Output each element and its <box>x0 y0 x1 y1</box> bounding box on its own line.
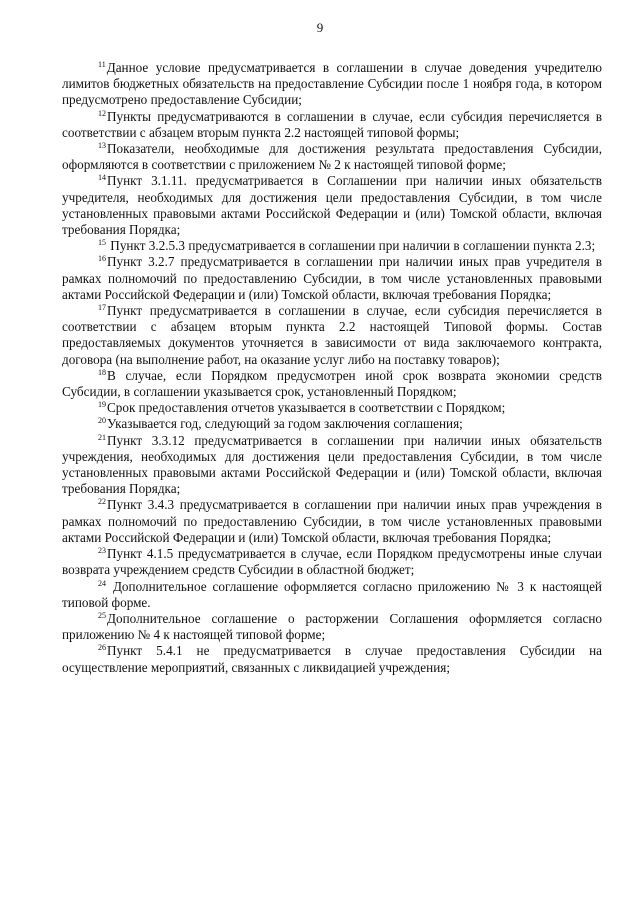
footnote-mark: 24 <box>98 578 106 588</box>
footnote-item <box>62 546 602 578</box>
footnote-mark: 13 <box>98 141 106 151</box>
footnote-mark: 12 <box>98 108 106 118</box>
footnote-mark: 19 <box>98 400 106 410</box>
footnote-item <box>62 433 602 498</box>
footnote-item <box>62 400 602 416</box>
footnote-item <box>62 109 602 141</box>
footnote-item <box>62 60 602 109</box>
footnote-item <box>62 579 602 611</box>
footnote-mark: 26 <box>98 643 106 653</box>
footnote-mark: 14 <box>98 173 106 183</box>
footnote-mark: 17 <box>98 303 106 313</box>
footnote-mark: 15 <box>98 238 106 248</box>
footnote-text: Пункты предусматриваются в соглашении в случае, если субсидия перечисляется в соответствии с абзацем вторым пункта 2.2 настоящей типовой формы; <box>62 108 602 140</box>
footnote-text: Пункт предусматривается в соглашении в случае, если субсидия перечисляется в соответствии с абзацем вторым пункта 2.2 настоящей Типовой формы. Состав предоставляемых документов уточняется в зависимости от вида заключаемого контракта, договора (на выполнение работ, на оказание услуг либо на поставку товаров); <box>62 303 602 367</box>
footnote-item <box>62 611 602 643</box>
footnote-item <box>62 368 602 400</box>
footnote-text: Дополнительное соглашение о расторжении Соглашения оформляется согласно приложению № 4 к настоящей типовой форме; <box>62 610 602 643</box>
footnote-text: Пункт 5.4.1 не предусматривается в случае предоставления Субсидии на осуществление мероприятий, связанных с ликвидацией учреждения; <box>62 643 602 675</box>
footnotes-list <box>62 60 602 676</box>
footnote-text: Пункт 4.1.5 предусматривается в случае, если Порядком предусмотрены иные случаи возврата учреждением средств Субсидии в областной бюджет; <box>62 546 602 578</box>
footnote-mark: 11 <box>98 60 106 69</box>
footnote-text: Пункт 3.4.3 предусматривается в соглашении при наличии иных прав учреждения в рамках полномочий по предоставлению Субсидии, в том числе установленных правовыми актами Российской Федерации и (или) Томской области, включая требования Порядка; <box>62 497 602 545</box>
footnote-text: Данное условие предусматривается в соглашении в случае доведения учредителю лимитов бюджетных обязательств на предоставление Субсидии после 1 ноября года, в котором предусмотрено предоставление Субсидии; <box>62 60 602 108</box>
footnote-text: Указывается год, следующий за годом заключения соглашения; <box>107 416 463 432</box>
footnote-item <box>62 238 602 254</box>
footnote-item <box>62 303 602 368</box>
footnote-text: Пункт 3.3.12 предусматривается в соглашении при наличии иных обязательств учреждения, необходимых для достижения цели предоставления Субсидии, в том числе установленных правовыми актами Российской Федерации и (или) Томской области, включая требования Порядка; <box>62 432 602 497</box>
footnote-mark: 22 <box>98 497 106 507</box>
footnote-item <box>62 416 602 432</box>
footnote-item <box>62 497 602 546</box>
footnote-mark: 23 <box>98 546 106 556</box>
footnote-text: Пункт 3.1.11. предусматривается в Соглашении при наличии иных обязательств учредителя, необходимых для достижения цели предоставления Субсидии, в том числе установленных правовыми актами Российской Федерации и (или) Томской области, включая требования Порядка; <box>62 173 602 238</box>
page-number: 9 <box>316 20 324 35</box>
footnote-text: Дополнительное соглашение оформляется согласно приложению № 3 к настоящей типовой форме. <box>62 578 602 610</box>
footnote-mark: 20 <box>98 416 106 426</box>
footnote-item <box>62 254 602 303</box>
footnote-text: Пункт 3.2.7 предусматривается в соглашении при наличии иных прав учредителя в рамках полномочий по предоставлению Субсидии, в том числе установленных правовыми актами Российской Федерации и (или) Томской области, включая требования Порядка; <box>62 254 602 302</box>
footnote-mark: 21 <box>98 432 106 442</box>
footnote-text: Показатели, необходимые для достижения результата предоставления Субсидии, оформляются в соответствии с приложением № 2 к настоящей типовой форме; <box>62 141 602 173</box>
footnote-text: В случае, если Порядком предусмотрен иной срок возврата экономии средств Субсидии, в соглашении указывается срок, установленный Порядком; <box>62 367 602 400</box>
footnote-mark: 16 <box>98 254 106 264</box>
footnote-item <box>62 141 602 173</box>
footnote-item <box>62 643 602 675</box>
footnote-text: Срок предоставления отчетов указывается в соответствии с Порядком; <box>107 400 506 416</box>
footnote-mark: 18 <box>98 367 106 377</box>
footnote-item <box>62 173 602 238</box>
footnote-mark: 25 <box>98 610 106 620</box>
footnote-text: Пункт 3.2.5.3 предусматривается в соглашении при наличии в соглашении пункта 2.3; <box>107 238 596 254</box>
